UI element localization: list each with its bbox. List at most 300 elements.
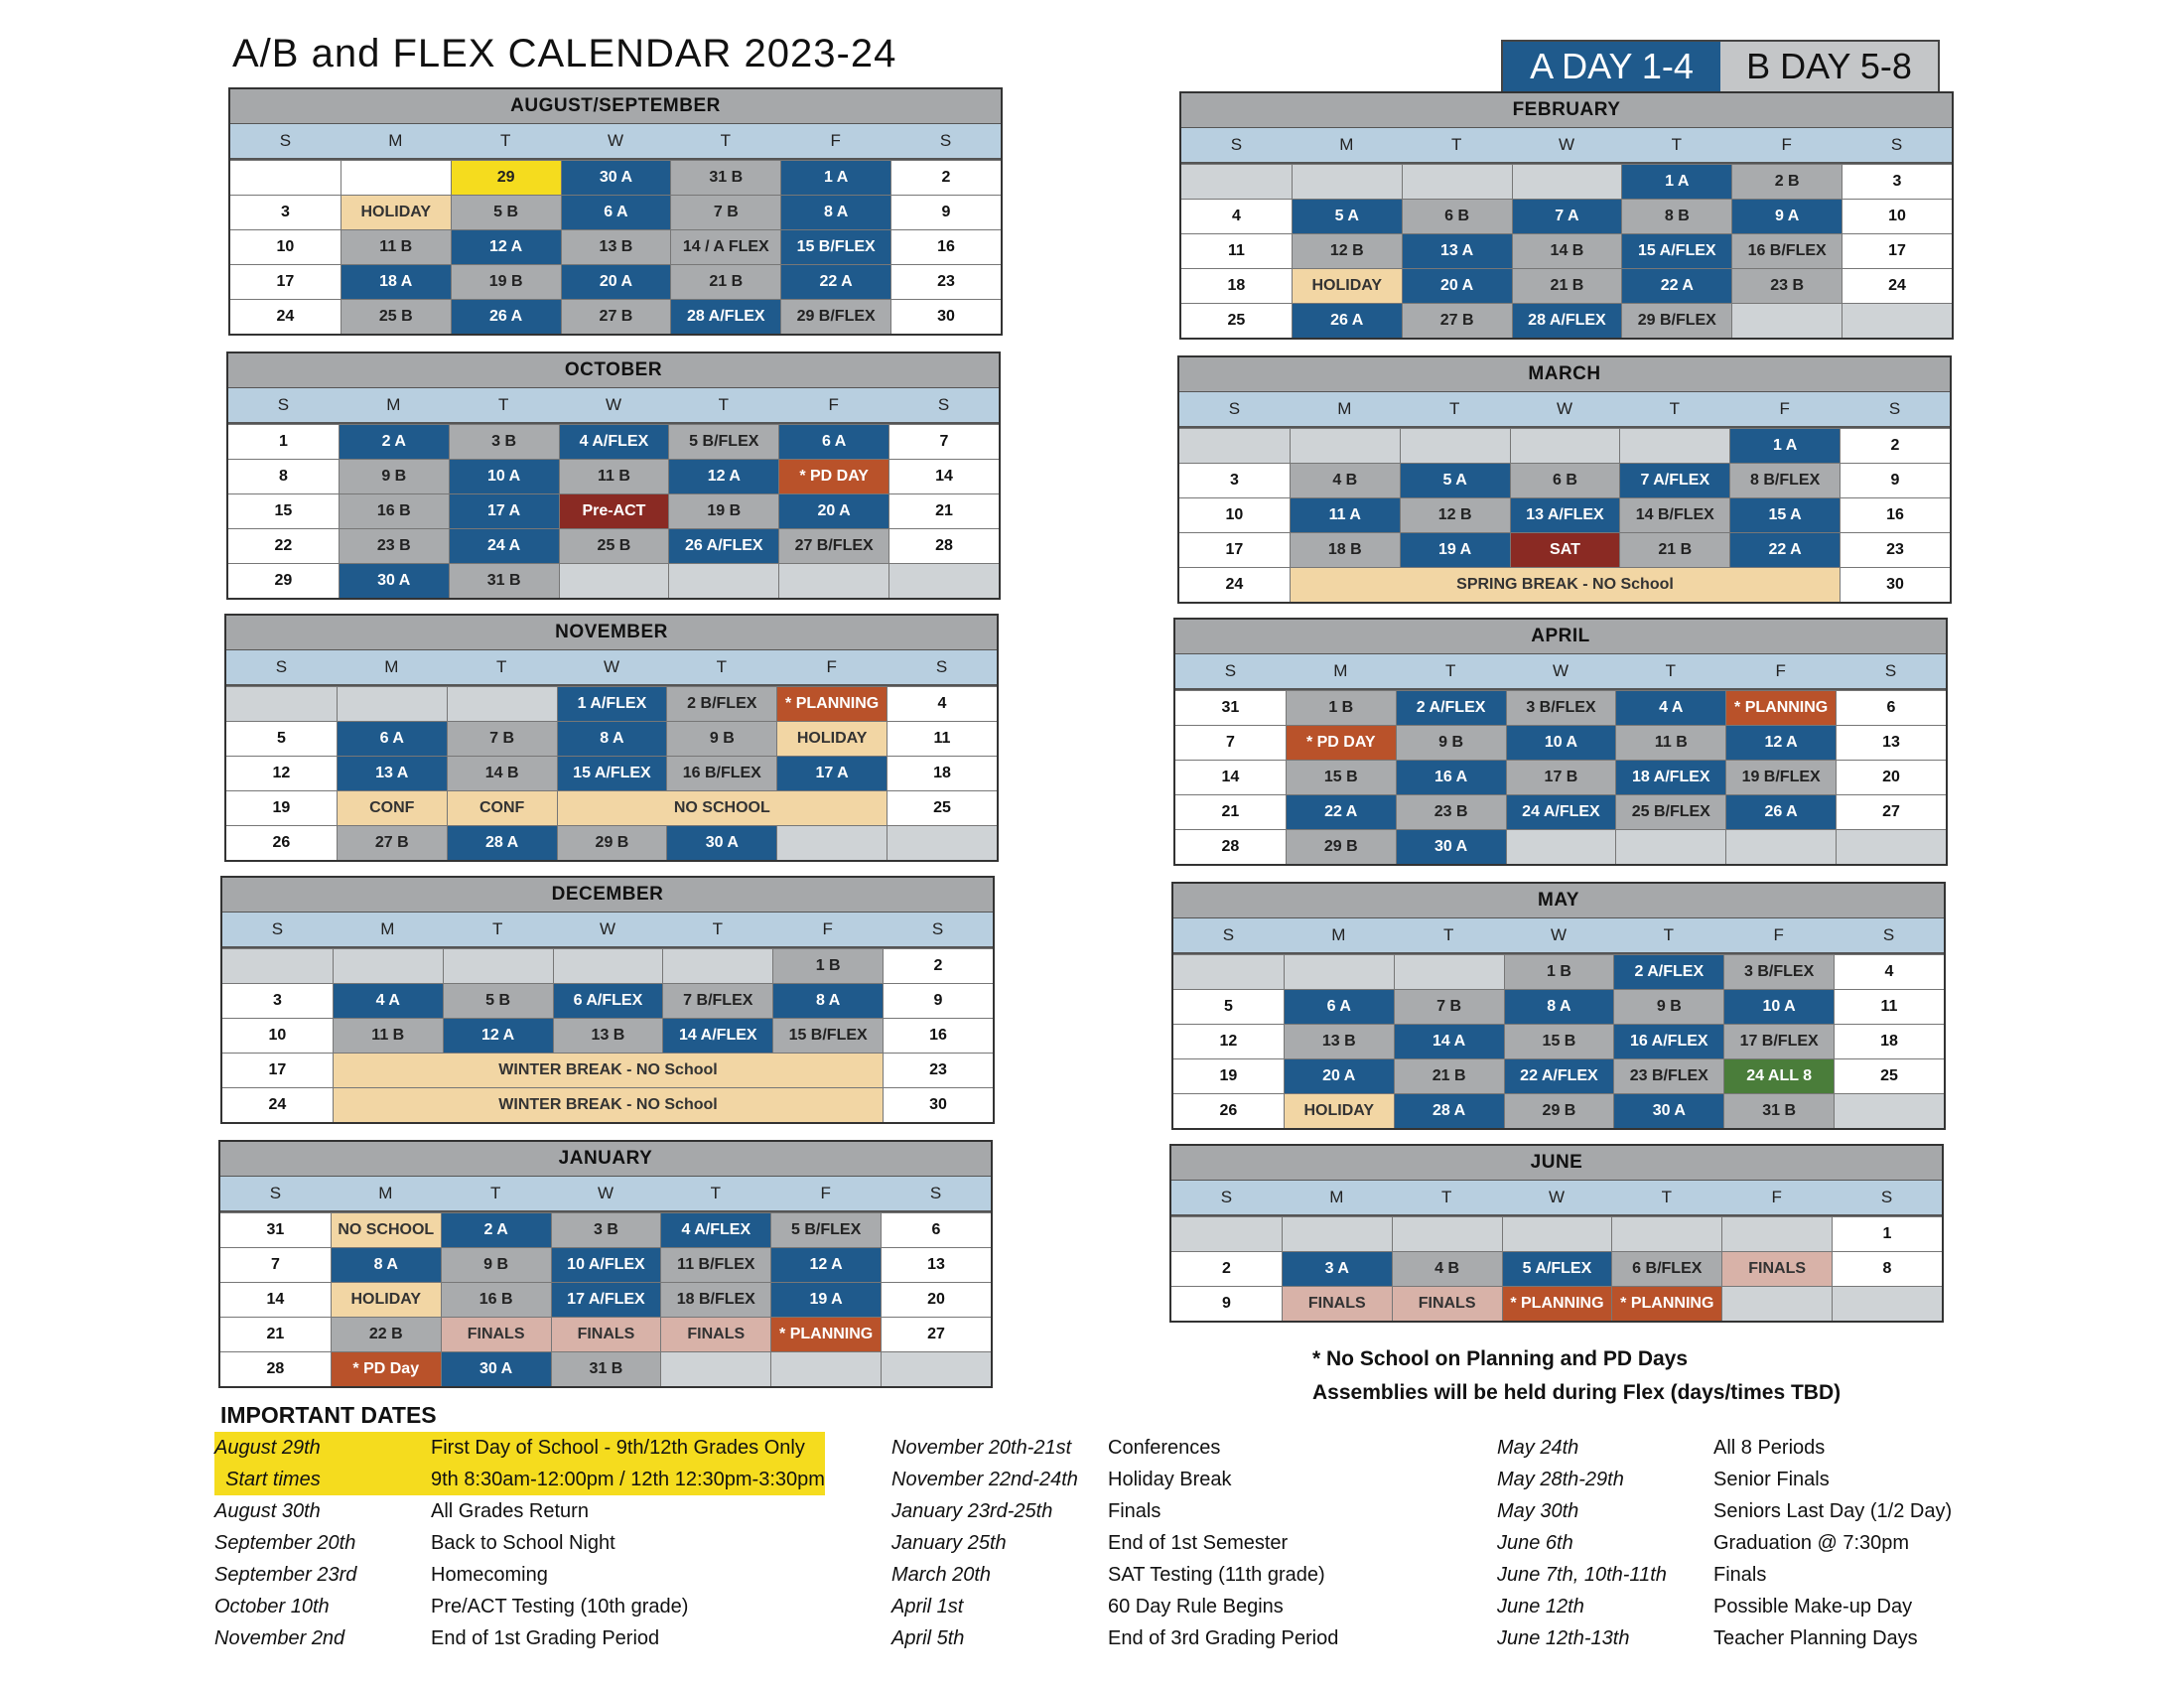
day-cell: 7: [1175, 726, 1286, 760]
day-cell: 5: [226, 722, 337, 756]
day-cell: 6 A: [778, 425, 888, 459]
important-date: August 30th: [214, 1499, 321, 1522]
important-date: August 29th: [214, 1436, 321, 1459]
week-row: [1173, 954, 1944, 989]
day-cell: 18: [1181, 269, 1292, 303]
day-cell: 1: [1832, 1217, 1942, 1251]
weekday-label: S: [939, 131, 952, 150]
week-row: [226, 825, 997, 860]
week-row: [222, 948, 993, 983]
day-cell: FINALS: [660, 1318, 770, 1351]
day-cell: 3: [1842, 165, 1952, 199]
day-cell: 17 A/FLEX: [551, 1283, 661, 1317]
day-cell: 19 B: [668, 494, 778, 528]
important-date-row: [214, 1464, 825, 1495]
important-date-row: [891, 1464, 1338, 1495]
day-cell: 9 B: [441, 1248, 551, 1282]
day-cell: [1725, 830, 1836, 864]
weekday-label: T: [1669, 399, 1681, 418]
day-cell: 21: [888, 494, 999, 528]
important-date-event: All 8 Periods: [1713, 1436, 1826, 1459]
day-cell: 16: [890, 230, 1001, 264]
day-cell: * PD DAY: [778, 460, 888, 493]
day-cell: * PD DAY: [1286, 726, 1396, 760]
weekday-label: F: [1779, 399, 1790, 418]
day-cell: 18 B/FLEX: [660, 1283, 770, 1317]
day-cell: [1834, 1094, 1944, 1128]
week-row: [1179, 567, 1950, 602]
week-row: [230, 229, 1001, 264]
important-date-event: End of 1st Semester: [1108, 1531, 1289, 1554]
day-cell: 30 A: [441, 1352, 551, 1386]
day-cell: * PLANNING: [1725, 691, 1836, 725]
month-november: [224, 614, 999, 862]
week-row: [230, 195, 1001, 229]
day-legend: [1501, 40, 1940, 93]
day-cell: HOLIDAY: [1292, 269, 1402, 303]
weekday-label: F: [828, 395, 839, 414]
day-cell: 5 B: [443, 984, 553, 1018]
week-row: [1175, 760, 1946, 794]
weekday-label: W: [597, 1184, 614, 1202]
week-row: [1179, 463, 1950, 497]
weekday-label: S: [931, 919, 944, 938]
day-cell: 15 B: [1286, 761, 1396, 794]
important-dates-col3: [1497, 1432, 1952, 1654]
important-date-row: [214, 1622, 825, 1654]
day-cell: 9: [883, 984, 993, 1018]
important-date: March 20th: [891, 1563, 992, 1586]
day-cell: 8 A: [772, 984, 883, 1018]
day-cell: 31 B: [670, 161, 780, 195]
week-row: [226, 686, 997, 721]
weekday-label: S: [1224, 661, 1237, 680]
day-cell: 3 B: [551, 1213, 661, 1247]
week-row: [220, 1212, 991, 1247]
day-cell: 22 A: [1621, 269, 1731, 303]
week-row: [228, 563, 999, 598]
important-date-event: Conferences: [1108, 1436, 1221, 1459]
day-cell: 8: [1832, 1252, 1942, 1286]
day-cell: 2 A: [339, 425, 449, 459]
day-cell: 9: [1840, 464, 1950, 497]
day-cell: * PLANNING: [1611, 1287, 1721, 1321]
important-date-row: [891, 1495, 1338, 1527]
day-cell: [337, 687, 447, 721]
day-cell: 22 A: [1729, 533, 1840, 567]
week-row: [226, 790, 997, 825]
day-cell: 15 A: [1729, 498, 1840, 532]
day-cell: 26 A/FLEX: [668, 529, 778, 563]
day-cell: WINTER BREAK - NO School: [333, 1054, 883, 1087]
day-cell: 9 B: [1613, 990, 1723, 1024]
important-date-row: [1497, 1432, 1952, 1464]
day-cell: 14 B: [1512, 234, 1622, 268]
important-date-event: Homecoming: [431, 1563, 548, 1586]
day-cell: 4 A/FLEX: [559, 425, 669, 459]
week-row: [220, 1351, 991, 1386]
day-cell: 2: [883, 949, 993, 983]
important-date: April 1st: [891, 1595, 964, 1618]
week-row: [222, 1018, 993, 1053]
week-row: [228, 424, 999, 459]
day-cell: 12 B: [1400, 498, 1510, 532]
weekday-label: T: [712, 919, 724, 938]
week-row: [220, 1317, 991, 1351]
day-cell: 15 A/FLEX: [1621, 234, 1731, 268]
day-cell: WINTER BREAK - NO School: [333, 1088, 883, 1122]
day-cell: 21 B: [1512, 269, 1622, 303]
week-row: [220, 1247, 991, 1282]
day-cell: 6 A: [337, 722, 447, 756]
legend-b-day: B DAY 5-8: [1720, 42, 1938, 91]
day-cell: 22: [228, 529, 339, 563]
day-cell: 27 B: [561, 300, 671, 334]
day-cell: 13: [881, 1248, 991, 1282]
weekday-label: T: [491, 919, 503, 938]
day-cell: FINALS: [1282, 1287, 1392, 1321]
day-cell: 12: [226, 757, 337, 790]
day-cell: 3: [230, 196, 341, 229]
day-cell: [1179, 429, 1290, 463]
day-cell: 29 B: [1504, 1094, 1614, 1128]
day-cell: 17 A: [776, 757, 887, 790]
day-cell: [1173, 955, 1284, 989]
day-cell: SPRING BREAK - NO School: [1290, 568, 1840, 602]
day-cell: FINALS: [1392, 1287, 1502, 1321]
day-cell: * PLANNING: [776, 687, 887, 721]
day-cell: 7 A/FLEX: [1619, 464, 1729, 497]
day-cell: 23 B/FLEX: [1613, 1059, 1723, 1093]
day-cell: 12 A: [443, 1019, 553, 1053]
weekday-label: M: [380, 919, 395, 938]
weekday-header: [1181, 128, 1952, 164]
weekday-header: [228, 388, 999, 424]
day-cell: 11 A: [1290, 498, 1400, 532]
day-cell: [1832, 1287, 1942, 1321]
day-cell: 9 A: [1731, 200, 1842, 233]
important-dates-title: IMPORTANT DATES: [220, 1402, 437, 1428]
day-cell: 17: [1179, 533, 1290, 567]
day-cell: 25 B: [559, 529, 669, 563]
weekday-label: F: [1775, 661, 1786, 680]
day-cell: 1: [228, 425, 339, 459]
weekday-label: W: [1550, 925, 1568, 944]
weekday-label: T: [1450, 135, 1462, 154]
weekday-header: [1171, 1181, 1942, 1216]
day-cell: HOLIDAY: [341, 196, 451, 229]
week-row: [226, 756, 997, 790]
day-cell: 8 B: [1621, 200, 1731, 233]
day-cell: [1836, 830, 1946, 864]
day-cell: 28 A: [1394, 1094, 1504, 1128]
day-cell: [1506, 830, 1616, 864]
day-cell: 5 A: [1292, 200, 1402, 233]
weekday-label: T: [1671, 135, 1683, 154]
day-cell: 11: [887, 722, 997, 756]
month-title: NOVEMBER: [226, 616, 997, 650]
important-date-event: End of 1st Grading Period: [431, 1626, 660, 1649]
weekday-label: T: [497, 395, 509, 414]
day-cell: 11 B/FLEX: [660, 1248, 770, 1282]
day-cell: 12 A: [1725, 726, 1836, 760]
weekday-header: [226, 650, 997, 686]
day-cell: CONF: [447, 791, 557, 825]
month-march: [1177, 355, 1952, 604]
weekday-label: T: [1444, 661, 1456, 680]
week-row: [220, 1282, 991, 1317]
important-date: June 12th: [1497, 1595, 1584, 1618]
day-cell: 31: [220, 1213, 331, 1247]
day-cell: 25: [887, 791, 997, 825]
day-cell: 28 A/FLEX: [670, 300, 780, 334]
important-date-event: First Day of School - 9th/12th Grades Only: [431, 1436, 805, 1459]
day-cell: FINALS: [551, 1318, 661, 1351]
day-cell: 15: [228, 494, 339, 528]
important-date-row: [214, 1559, 825, 1591]
weekday-label: W: [1558, 135, 1575, 154]
day-cell: [1290, 429, 1400, 463]
day-cell: 1 A/FLEX: [557, 687, 667, 721]
day-cell: 1 B: [1286, 691, 1396, 725]
day-cell: 23: [890, 265, 1001, 299]
day-cell: 7: [888, 425, 999, 459]
weekday-label: M: [1339, 135, 1354, 154]
important-date-event: Senior Finals: [1713, 1468, 1830, 1490]
weekday-label: S: [275, 657, 288, 676]
day-cell: 10: [222, 1019, 333, 1053]
day-cell: 15 B: [1504, 1025, 1614, 1058]
day-cell: Pre-ACT: [559, 494, 669, 528]
day-cell: 5 B/FLEX: [770, 1213, 881, 1247]
weekday-header: [220, 1177, 991, 1212]
day-cell: 17: [1842, 234, 1952, 268]
important-date-event: Back to School Night: [431, 1531, 615, 1554]
day-cell: FINALS: [1721, 1252, 1832, 1286]
day-cell: SAT: [1510, 533, 1620, 567]
day-cell: 18: [1834, 1025, 1944, 1058]
day-cell: 7 A: [1512, 200, 1622, 233]
day-cell: 8 A: [331, 1248, 441, 1282]
day-cell: 11 B: [1615, 726, 1725, 760]
week-row: [222, 983, 993, 1018]
weekday-label: S: [1222, 925, 1235, 944]
day-cell: 2 B: [1731, 165, 1842, 199]
day-cell: 5 B: [451, 196, 561, 229]
important-date: September 20th: [214, 1531, 356, 1554]
day-cell: 14 B/FLEX: [1619, 498, 1729, 532]
day-cell: 13 B: [1284, 1025, 1394, 1058]
day-cell: [1181, 165, 1292, 199]
week-row: [1173, 1093, 1944, 1128]
important-date: September 23rd: [214, 1563, 357, 1586]
day-cell: 26 A: [1292, 304, 1402, 338]
weekday-label: S: [1220, 1188, 1233, 1206]
day-cell: [1394, 955, 1504, 989]
day-cell: HOLIDAY: [331, 1283, 441, 1317]
important-date-row: [1497, 1559, 1952, 1591]
day-cell: 2 B/FLEX: [666, 687, 776, 721]
important-date-row: [891, 1591, 1338, 1622]
week-row: [1173, 989, 1944, 1024]
day-cell: 14 / A FLEX: [670, 230, 780, 264]
weekday-label: W: [599, 919, 616, 938]
weekday-label: T: [495, 657, 507, 676]
week-row: [1175, 690, 1946, 725]
important-date-row: [891, 1432, 1338, 1464]
day-cell: 14 A: [1394, 1025, 1504, 1058]
day-cell: 20 A: [778, 494, 888, 528]
day-cell: 24 A/FLEX: [1506, 795, 1616, 829]
day-cell: 13 A: [337, 757, 447, 790]
day-cell: 9: [1171, 1287, 1282, 1321]
day-cell: CONF: [337, 791, 447, 825]
day-cell: 13 B: [553, 1019, 663, 1053]
day-cell: 3 B/FLEX: [1506, 691, 1616, 725]
week-row: [230, 160, 1001, 195]
day-cell: [1284, 955, 1394, 989]
week-row: [1181, 268, 1952, 303]
day-cell: 30 A: [1613, 1094, 1723, 1128]
week-row: [1179, 497, 1950, 532]
weekday-label: S: [279, 131, 292, 150]
day-cell: 24: [1842, 269, 1952, 303]
day-cell: 6 B: [1402, 200, 1512, 233]
day-cell: 26: [226, 826, 337, 860]
day-cell: 8: [228, 460, 339, 493]
day-cell: 1 A: [780, 161, 890, 195]
day-cell: [1512, 165, 1622, 199]
weekday-label: M: [388, 131, 403, 150]
important-date: May 30th: [1497, 1499, 1579, 1522]
day-cell: HOLIDAY: [1284, 1094, 1394, 1128]
important-date: November 20th-21st: [891, 1436, 1072, 1459]
weekday-label: T: [1665, 661, 1677, 680]
important-date: January 23rd-25th: [891, 1499, 1053, 1522]
day-cell: 19: [1173, 1059, 1284, 1093]
important-date-row: [214, 1432, 825, 1464]
weekday-label: F: [1773, 925, 1784, 944]
day-cell: 4: [1181, 200, 1292, 233]
day-cell: 7 B: [670, 196, 780, 229]
weekday-label: S: [1884, 661, 1897, 680]
month-february: [1179, 91, 1954, 340]
day-cell: 11: [1834, 990, 1944, 1024]
day-cell: 25 B/FLEX: [1615, 795, 1725, 829]
weekday-label: W: [607, 131, 624, 150]
day-cell: 17: [222, 1054, 333, 1087]
weekday-header: [230, 124, 1001, 160]
day-cell: [887, 826, 997, 860]
important-date: May 24th: [1497, 1436, 1579, 1459]
day-cell: 24 A: [449, 529, 559, 563]
day-cell: 29: [228, 564, 339, 598]
weekday-label: F: [830, 131, 841, 150]
note-no-school: * No School on Planning and PD Days: [1312, 1347, 1689, 1370]
day-cell: [1402, 165, 1512, 199]
day-cell: 4 A: [1615, 691, 1725, 725]
day-cell: 8 B/FLEX: [1729, 464, 1840, 497]
day-cell: 4 B: [1392, 1252, 1502, 1286]
day-cell: 16 A/FLEX: [1613, 1025, 1723, 1058]
weekday-label: S: [277, 395, 290, 414]
day-cell: 27 B: [337, 826, 447, 860]
day-cell: 27: [1836, 795, 1946, 829]
day-cell: 20: [881, 1283, 991, 1317]
day-cell: 4: [887, 687, 997, 721]
day-cell: 31: [1175, 691, 1286, 725]
day-cell: 3: [1179, 464, 1290, 497]
day-cell: 3 B/FLEX: [1723, 955, 1834, 989]
important-date-row: [214, 1527, 825, 1559]
day-cell: 22 A: [780, 265, 890, 299]
day-cell: 3: [222, 984, 333, 1018]
day-cell: 7 B: [447, 722, 557, 756]
important-date: May 28th-29th: [1497, 1468, 1624, 1490]
day-cell: 6 A: [561, 196, 671, 229]
day-cell: 21 B: [1619, 533, 1729, 567]
day-cell: [1615, 830, 1725, 864]
day-cell: 31 B: [551, 1352, 661, 1386]
day-cell: 8 A: [1504, 990, 1614, 1024]
weekday-label: S: [1880, 1188, 1893, 1206]
day-cell: 28: [1175, 830, 1286, 864]
day-cell: 1 A: [1621, 165, 1731, 199]
day-cell: 15 B/FLEX: [772, 1019, 883, 1053]
day-cell: 19: [226, 791, 337, 825]
day-cell: NO SCHOOL: [331, 1213, 441, 1247]
day-cell: 23 B: [1396, 795, 1506, 829]
day-cell: 13: [1836, 726, 1946, 760]
day-cell: [559, 564, 669, 598]
weekday-label: S: [1230, 135, 1243, 154]
day-cell: 4 B: [1290, 464, 1400, 497]
day-cell: 7 B/FLEX: [662, 984, 772, 1018]
important-date: November 22nd-24th: [891, 1468, 1078, 1490]
weekday-label: W: [605, 395, 622, 414]
notes: [1312, 1342, 1841, 1410]
day-cell: 22 B: [331, 1318, 441, 1351]
weekday-label: S: [929, 1184, 942, 1202]
day-cell: [230, 161, 341, 195]
day-cell: 11 B: [559, 460, 669, 493]
day-cell: [333, 949, 443, 983]
weekday-label: S: [1882, 925, 1895, 944]
week-row: [228, 528, 999, 563]
day-cell: FINALS: [441, 1318, 551, 1351]
week-row: [1179, 428, 1950, 463]
day-cell: 29: [451, 161, 561, 195]
day-cell: 16 B/FLEX: [1731, 234, 1842, 268]
day-cell: 14: [1175, 761, 1286, 794]
day-cell: 13 A: [1402, 234, 1512, 268]
weekday-label: W: [1548, 1188, 1566, 1206]
day-cell: 10: [1842, 200, 1952, 233]
day-cell: HOLIDAY: [776, 722, 887, 756]
day-cell: 31 B: [449, 564, 559, 598]
day-cell: 22 A/FLEX: [1504, 1059, 1614, 1093]
week-row: [1171, 1251, 1942, 1286]
day-cell: 12 B: [1292, 234, 1402, 268]
important-date-row: [1497, 1591, 1952, 1622]
day-cell: 17 B/FLEX: [1723, 1025, 1834, 1058]
month-january: [218, 1140, 993, 1388]
week-row: [222, 1087, 993, 1122]
day-cell: 1 B: [772, 949, 883, 983]
important-date: June 6th: [1497, 1531, 1573, 1554]
day-cell: [1731, 304, 1842, 338]
day-cell: 12 A: [668, 460, 778, 493]
